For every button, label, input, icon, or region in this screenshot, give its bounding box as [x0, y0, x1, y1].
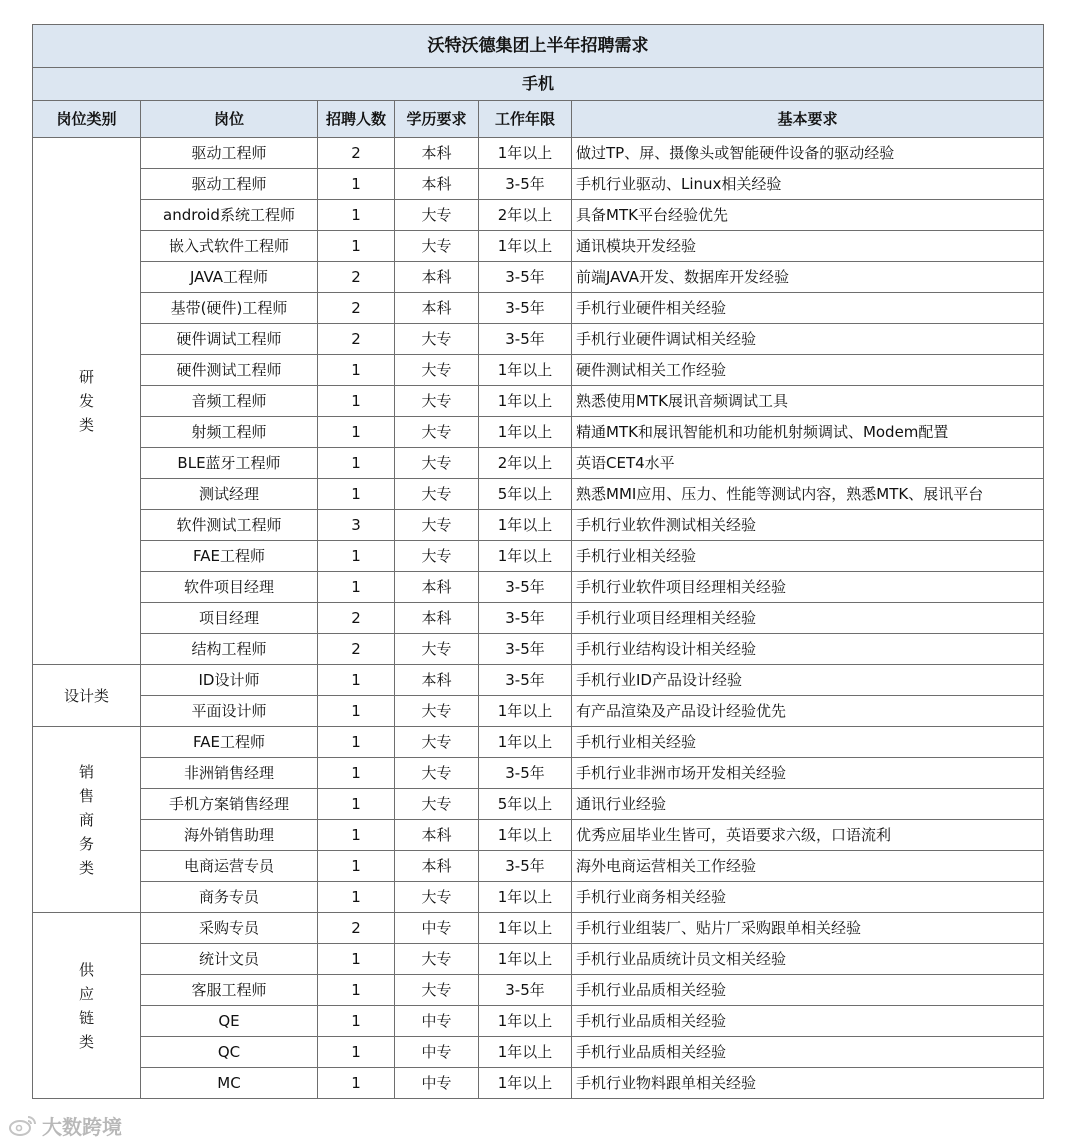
position-cell: JAVA工程师: [141, 262, 318, 293]
recruitment-sheet: [32, 24, 1043, 1099]
experience-cell: 1年以上: [479, 541, 572, 572]
headcount-cell: 3: [318, 510, 395, 541]
experience-cell: 1年以上: [479, 1006, 572, 1037]
position-cell: QC: [141, 1037, 318, 1068]
requirements-cell: 熟悉MMI应用、压力、性能等测试内容，熟悉MTK、展讯平台: [572, 479, 1044, 510]
education-cell: 大专: [395, 510, 479, 541]
header-headcount: 招聘人数: [318, 101, 395, 138]
position-cell: 嵌入式软件工程师: [141, 231, 318, 262]
requirements-cell: 手机行业品质相关经验: [572, 1006, 1044, 1037]
requirements-cell: 海外电商运营相关工作经验: [572, 851, 1044, 882]
headcount-cell: 1: [318, 944, 395, 975]
requirements-cell: 手机行业品质相关经验: [572, 1037, 1044, 1068]
table-row: [33, 417, 1044, 448]
education-cell: 大专: [395, 882, 479, 913]
position-cell: 平面设计师: [141, 696, 318, 727]
position-cell: 结构工程师: [141, 634, 318, 665]
position-cell: BLE蓝牙工程师: [141, 448, 318, 479]
headcount-cell: 1: [318, 355, 395, 386]
requirements-cell: 手机行业非洲市场开发相关经验: [572, 758, 1044, 789]
table-row: [33, 1037, 1044, 1068]
experience-cell: 1年以上: [479, 231, 572, 262]
experience-cell: 1年以上: [479, 1068, 572, 1099]
headcount-cell: 1: [318, 851, 395, 882]
education-cell: 大专: [395, 231, 479, 262]
experience-cell: 1年以上: [479, 727, 572, 758]
education-cell: 大专: [395, 944, 479, 975]
experience-cell: 3-5年: [479, 572, 572, 603]
table-row: [33, 262, 1044, 293]
table-row: [33, 541, 1044, 572]
position-cell: FAE工程师: [141, 727, 318, 758]
table-row: [33, 975, 1044, 1006]
requirements-cell: 前端JAVA开发、数据库开发经验: [572, 262, 1044, 293]
position-cell: 基带(硬件)工程师: [141, 293, 318, 324]
requirements-cell: 手机行业相关经验: [572, 727, 1044, 758]
headcount-cell: 2: [318, 634, 395, 665]
requirements-cell: 熟悉使用MTK展讯音频调试工具: [572, 386, 1044, 417]
requirements-cell: 手机行业驱动、Linux相关经验: [572, 169, 1044, 200]
table-subtitle: 手机: [33, 68, 1044, 101]
education-cell: 本科: [395, 572, 479, 603]
table-row: [33, 448, 1044, 479]
position-cell: MC: [141, 1068, 318, 1099]
table-row: [33, 231, 1044, 262]
headcount-cell: 1: [318, 820, 395, 851]
requirements-cell: 手机行业相关经验: [572, 541, 1044, 572]
education-cell: 大专: [395, 541, 479, 572]
headcount-cell: 1: [318, 417, 395, 448]
education-cell: 本科: [395, 169, 479, 200]
table-row: [33, 572, 1044, 603]
education-cell: 大专: [395, 975, 479, 1006]
experience-cell: 3-5年: [479, 262, 572, 293]
header-requirements: 基本要求: [572, 101, 1044, 138]
position-cell: 硬件调试工程师: [141, 324, 318, 355]
category-cell: [33, 138, 141, 665]
headcount-cell: 2: [318, 262, 395, 293]
table-row: [33, 882, 1044, 913]
education-cell: 本科: [395, 603, 479, 634]
title-row: [33, 25, 1044, 68]
headcount-cell: 1: [318, 758, 395, 789]
requirements-cell: 手机行业商务相关经验: [572, 882, 1044, 913]
education-cell: 本科: [395, 851, 479, 882]
headcount-cell: 1: [318, 975, 395, 1006]
table-row: [33, 727, 1044, 758]
experience-cell: 3-5年: [479, 324, 572, 355]
education-cell: 大专: [395, 386, 479, 417]
table-row: [33, 944, 1044, 975]
experience-cell: 1年以上: [479, 417, 572, 448]
education-cell: 大专: [395, 355, 479, 386]
requirements-cell: 通讯行业经验: [572, 789, 1044, 820]
header-row: [33, 101, 1044, 138]
experience-cell: 1年以上: [479, 355, 572, 386]
position-cell: 测试经理: [141, 479, 318, 510]
headcount-cell: 1: [318, 479, 395, 510]
header-experience: 工作年限: [479, 101, 572, 138]
table-row: [33, 1068, 1044, 1099]
table-row: [33, 200, 1044, 231]
category-char: 链: [78, 1008, 94, 1027]
experience-cell: 1年以上: [479, 820, 572, 851]
headcount-cell: 1: [318, 727, 395, 758]
recruitment-table: [32, 24, 1044, 1099]
experience-cell: 3-5年: [479, 293, 572, 324]
table-row: [33, 324, 1044, 355]
position-cell: ID设计师: [141, 665, 318, 696]
table-row: [33, 696, 1044, 727]
headcount-cell: 1: [318, 448, 395, 479]
experience-cell: 3-5年: [479, 851, 572, 882]
headcount-cell: 1: [318, 200, 395, 231]
position-cell: 采购专员: [141, 913, 318, 944]
category-char: 类: [78, 1032, 94, 1051]
position-cell: QE: [141, 1006, 318, 1037]
table-row: [33, 665, 1044, 696]
education-cell: 大专: [395, 634, 479, 665]
requirements-cell: 手机行业硬件相关经验: [572, 293, 1044, 324]
experience-cell: 3-5年: [479, 975, 572, 1006]
requirements-cell: 手机行业物料跟单相关经验: [572, 1068, 1044, 1099]
position-cell: 软件测试工程师: [141, 510, 318, 541]
weibo-logo-icon: [8, 1113, 38, 1137]
requirements-cell: 做过TP、屏、摄像头或智能硬件设备的驱动经验: [572, 138, 1044, 169]
watermark-text: 大数跨境: [42, 1114, 122, 1139]
experience-cell: 1年以上: [479, 944, 572, 975]
headcount-cell: 2: [318, 324, 395, 355]
headcount-cell: 1: [318, 386, 395, 417]
experience-cell: 2年以上: [479, 448, 572, 479]
position-cell: FAE工程师: [141, 541, 318, 572]
education-cell: 本科: [395, 820, 479, 851]
category-char: 销: [78, 762, 94, 781]
table-row: [33, 386, 1044, 417]
education-cell: 大专: [395, 448, 479, 479]
headcount-cell: 1: [318, 1037, 395, 1068]
education-cell: 本科: [395, 138, 479, 169]
table-row: [33, 479, 1044, 510]
education-cell: 大专: [395, 324, 479, 355]
position-cell: 商务专员: [141, 882, 318, 913]
table-row: [33, 851, 1044, 882]
education-cell: 本科: [395, 665, 479, 696]
category-char: 务: [78, 834, 94, 853]
education-cell: 中专: [395, 1006, 479, 1037]
headcount-cell: 2: [318, 293, 395, 324]
table-body: [33, 25, 1044, 1099]
position-cell: 驱动工程师: [141, 169, 318, 200]
experience-cell: 3-5年: [479, 634, 572, 665]
subtitle-row: [33, 68, 1044, 101]
headcount-cell: 1: [318, 231, 395, 262]
education-cell: 大专: [395, 200, 479, 231]
experience-cell: 3-5年: [479, 665, 572, 696]
education-cell: 中专: [395, 1037, 479, 1068]
requirements-cell: 有产品渲染及产品设计经验优先: [572, 696, 1044, 727]
experience-cell: 3-5年: [479, 603, 572, 634]
headcount-cell: 1: [318, 665, 395, 696]
requirements-cell: 手机行业软件测试相关经验: [572, 510, 1044, 541]
position-cell: 手机方案销售经理: [141, 789, 318, 820]
experience-cell: 1年以上: [479, 882, 572, 913]
education-cell: 本科: [395, 293, 479, 324]
education-cell: 大专: [395, 479, 479, 510]
header-position: 岗位: [141, 101, 318, 138]
requirements-cell: 手机行业组装厂、贴片厂采购跟单相关经验: [572, 913, 1044, 944]
experience-cell: 1年以上: [479, 138, 572, 169]
headcount-cell: 1: [318, 882, 395, 913]
position-cell: 项目经理: [141, 603, 318, 634]
position-cell: 音频工程师: [141, 386, 318, 417]
position-cell: 客服工程师: [141, 975, 318, 1006]
position-cell: 软件项目经理: [141, 572, 318, 603]
requirements-cell: 英语CET4水平: [572, 448, 1044, 479]
watermark: [8, 1110, 122, 1140]
position-cell: 驱动工程师: [141, 138, 318, 169]
experience-cell: 1年以上: [479, 913, 572, 944]
table-title: 沃特沃德集团上半年招聘需求: [33, 25, 1044, 68]
education-cell: 大专: [395, 789, 479, 820]
category-cell: [33, 913, 141, 1099]
header-category: 岗位类别: [33, 101, 141, 138]
category-char: 售: [78, 786, 94, 805]
experience-cell: 1年以上: [479, 696, 572, 727]
category-char: 发: [78, 392, 94, 410]
education-cell: 大专: [395, 696, 479, 727]
position-cell: 非洲销售经理: [141, 758, 318, 789]
table-row: [33, 913, 1044, 944]
requirements-cell: 通讯模块开发经验: [572, 231, 1044, 262]
headcount-cell: 2: [318, 603, 395, 634]
header-education: 学历要求: [395, 101, 479, 138]
table-row: [33, 1006, 1044, 1037]
requirements-cell: 手机行业项目经理相关经验: [572, 603, 1044, 634]
requirements-cell: 硬件测试相关工作经验: [572, 355, 1044, 386]
category-char: 应: [78, 984, 94, 1003]
position-cell: 海外销售助理: [141, 820, 318, 851]
headcount-cell: 1: [318, 1006, 395, 1037]
category-char: 供: [78, 960, 94, 979]
category-cell: 设计类: [33, 665, 141, 727]
table-row: [33, 603, 1044, 634]
requirements-cell: 手机行业软件项目经理相关经验: [572, 572, 1044, 603]
headcount-cell: 1: [318, 572, 395, 603]
requirements-cell: 手机行业品质相关经验: [572, 975, 1044, 1006]
headcount-cell: 2: [318, 913, 395, 944]
position-cell: android系统工程师: [141, 200, 318, 231]
experience-cell: 5年以上: [479, 789, 572, 820]
position-cell: 射频工程师: [141, 417, 318, 448]
position-cell: 统计文员: [141, 944, 318, 975]
table-row: [33, 758, 1044, 789]
headcount-cell: 1: [318, 169, 395, 200]
headcount-cell: 1: [318, 541, 395, 572]
experience-cell: 5年以上: [479, 479, 572, 510]
position-cell: 电商运营专员: [141, 851, 318, 882]
experience-cell: 1年以上: [479, 510, 572, 541]
requirements-cell: 手机行业品质统计员文相关经验: [572, 944, 1044, 975]
category-cell: [33, 727, 141, 913]
table-row: [33, 138, 1044, 169]
requirements-cell: 手机行业结构设计相关经验: [572, 634, 1044, 665]
table-row: [33, 820, 1044, 851]
education-cell: 大专: [395, 417, 479, 448]
category-char: 商: [78, 810, 94, 829]
education-cell: 本科: [395, 262, 479, 293]
headcount-cell: 1: [318, 696, 395, 727]
requirements-cell: 手机行业ID产品设计经验: [572, 665, 1044, 696]
education-cell: 中专: [395, 913, 479, 944]
education-cell: 大专: [395, 727, 479, 758]
position-cell: 硬件测试工程师: [141, 355, 318, 386]
table-row: [33, 789, 1044, 820]
headcount-cell: 1: [318, 789, 395, 820]
table-row: [33, 634, 1044, 665]
experience-cell: 1年以上: [479, 386, 572, 417]
table-row: [33, 169, 1044, 200]
headcount-cell: 1: [318, 1068, 395, 1099]
requirements-cell: 精通MTK和展讯智能机和功能机射频调试、Modem配置: [572, 417, 1044, 448]
category-char: 类: [78, 858, 94, 877]
table-row: [33, 355, 1044, 386]
category-char: 类: [78, 416, 94, 434]
experience-cell: 3-5年: [479, 169, 572, 200]
table-row: [33, 293, 1044, 324]
requirements-cell: 具备MTK平台经验优先: [572, 200, 1044, 231]
experience-cell: 2年以上: [479, 200, 572, 231]
experience-cell: 3-5年: [479, 758, 572, 789]
table-row: [33, 510, 1044, 541]
headcount-cell: 2: [318, 138, 395, 169]
requirements-cell: 优秀应届毕业生皆可，英语要求六级，口语流利: [572, 820, 1044, 851]
education-cell: 大专: [395, 758, 479, 789]
requirements-cell: 手机行业硬件调试相关经验: [572, 324, 1044, 355]
education-cell: 中专: [395, 1068, 479, 1099]
experience-cell: 1年以上: [479, 1037, 572, 1068]
category-char: 研: [78, 368, 94, 386]
